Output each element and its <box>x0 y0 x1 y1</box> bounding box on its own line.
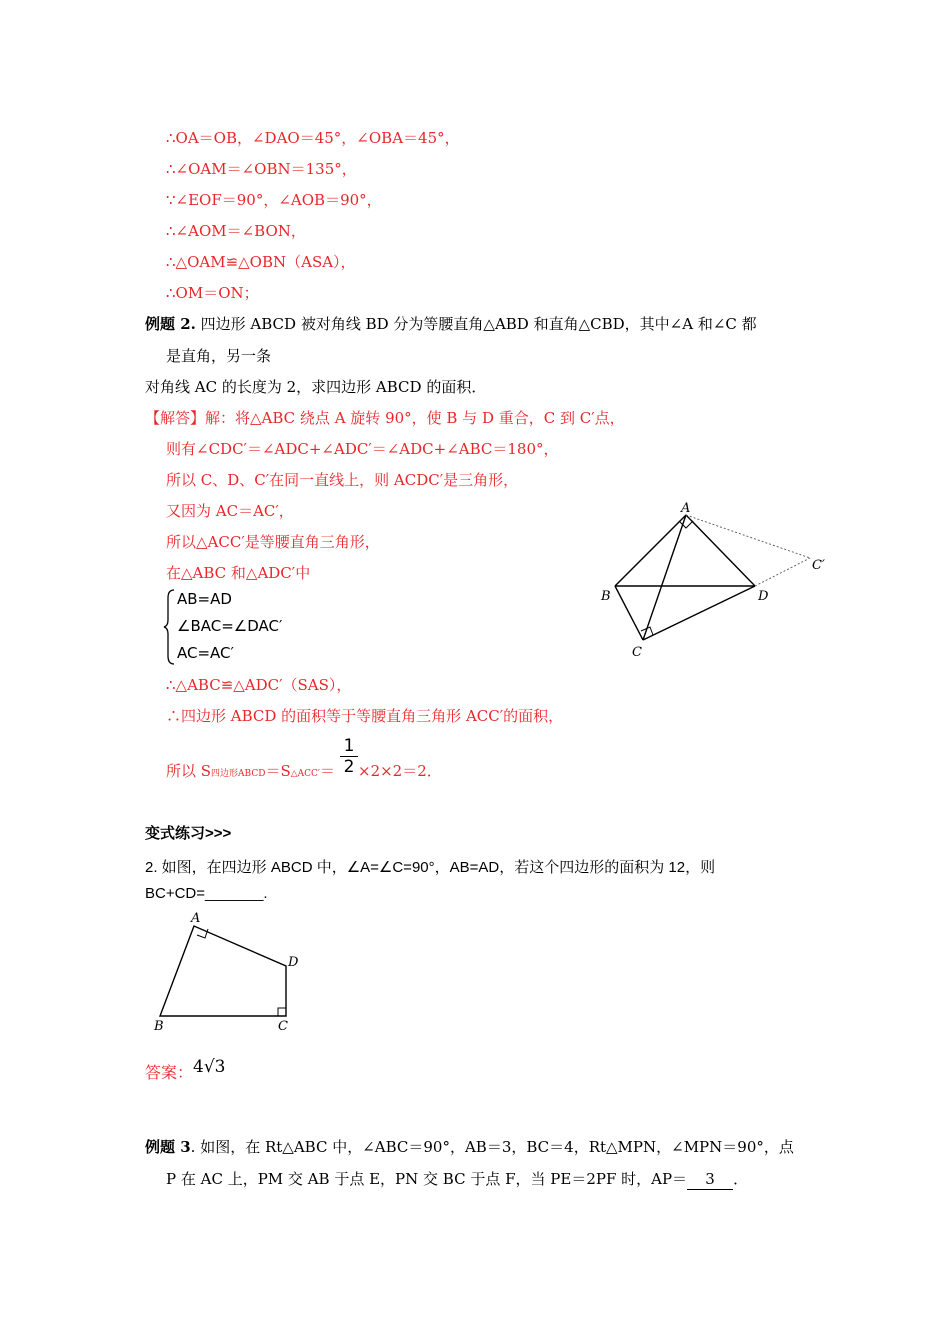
fraction-one-half <box>340 737 358 776</box>
answer-line <box>145 1057 226 1083</box>
fig1-label-a: A <box>681 501 691 516</box>
area-sub-2: △ACC′ <box>290 769 320 779</box>
fig1-label-d: D <box>758 589 769 604</box>
solution-step-4: 又因为 AC＝AC′， <box>166 502 294 520</box>
variant-heading: 变式练习>>> <box>145 825 232 842</box>
fraction-numerator: 1 <box>343 736 355 756</box>
fig1-label-b: B <box>601 589 611 604</box>
solution-line-1 <box>145 408 625 428</box>
fig1-label-c-prime: C′ <box>812 558 825 573</box>
answer-label: 答案： <box>145 1063 194 1082</box>
solution-step-9 <box>166 761 335 784</box>
proof-line-4: ∴∠AOM＝∠BON， <box>166 222 306 240</box>
figure-quadrilateral-rotation <box>595 500 835 662</box>
example-3-line-2 <box>166 1169 748 1190</box>
area-result: ×2×2＝2． <box>358 762 442 780</box>
fig2-label-c: C <box>278 1019 288 1034</box>
area-eq: ＝ <box>319 762 335 780</box>
example-3-text-2: P 在 AC 上，PM 交 AB 于点 E，PN 交 BC 于点 F，当 PE＝2PF 时，AP＝ <box>166 1170 688 1188</box>
system-eq-3: AC=AC′ <box>177 644 234 662</box>
left-brace-icon <box>163 588 177 666</box>
solution-step-1: 解：将△ABC 绕点 A 旋转 90°，使 B 与 D 重合，C 到 C′点， <box>205 409 625 427</box>
example-3-line-1 <box>145 1137 794 1157</box>
example-2-line-1 <box>145 314 757 334</box>
proof-line-3: ∵∠EOF＝90°，∠AOB＝90°， <box>166 191 382 209</box>
answer-value: 4√3 <box>193 1057 226 1077</box>
proof-line-2: ∴∠OAM＝∠OBN＝135°， <box>166 160 357 178</box>
proof-line-5: ∴△OAM≌△OBN（ASA）， <box>166 253 356 271</box>
variant-question-2-line-1: 2. 如图，在四边形 ABCD 中，∠A=∠C=90°，AB=AD，若这个四边形的面积为 12，则 <box>145 859 716 876</box>
example-3-text-end: ． <box>733 1170 749 1188</box>
system-eq-2: ∠BAC=∠DAC′ <box>177 617 283 635</box>
solution-step-6: 在△ABC 和△ADC′中 <box>166 564 311 582</box>
fig2-label-a: A <box>191 911 201 926</box>
example-2-line-2: 是直角，另一条 <box>166 347 272 365</box>
example-2-label: 例题 2. <box>145 315 196 333</box>
example-2-line-3: 对角线 AC 的长度为 2，求四边形 ABCD 的面积． <box>145 378 487 396</box>
area-s-pre: 所以 S <box>166 762 212 780</box>
area-sub-1: 四边形ABCD <box>211 769 266 779</box>
example-2-text-1: 四边形 ABCD 被对角线 BD 分为等腰直角△ABD 和直角△CBD，其中∠A 和∠C 都 <box>195 315 757 333</box>
proof-line-1: ∴OA＝OB，∠DAO＝45°，∠OBA＝45°， <box>166 129 460 147</box>
example-3-label: 例题 3 <box>145 1138 191 1156</box>
fraction-denominator: 2 <box>343 757 355 777</box>
solution-step-8: ∴四边形 ABCD 的面积等于等腰直角三角形 ACC′的面积， <box>166 707 564 725</box>
variant-question-2-line-2: BC+CD=_______. <box>145 885 268 902</box>
example-3-text-1: . 如图，在 Rt△ABC 中，∠ABC＝90°，AB＝3，BC＝4，Rt△MPN，∠MPN＝90°，点 <box>190 1138 794 1156</box>
solution-step-2: 则有∠CDC′＝∠ADC+∠ADC′＝∠ADC+∠ABC＝180°， <box>166 440 559 458</box>
figure-quadrilateral <box>148 908 308 1036</box>
area-s-mid: ＝S <box>265 762 291 780</box>
solution-step-3: 所以 C、D、C′在同一直线上，则 ACDC′是三角形， <box>166 471 519 489</box>
proof-line-6: ∴OM＝ON； <box>166 284 259 302</box>
fig2-label-b: B <box>154 1019 164 1034</box>
fig1-label-c: C <box>632 645 642 660</box>
solution-step-7: ∴△ABC≌△ADC′（SAS）， <box>166 676 352 694</box>
fig2-label-d: D <box>288 955 299 970</box>
example-3-answer-blank: 3 <box>687 1169 733 1190</box>
solution-step-5: 所以△ACC′是等腰直角三角形， <box>166 533 380 551</box>
system-eq-1: AB=AD <box>177 590 232 608</box>
equation-system <box>163 588 323 666</box>
solution-tag: 【解答】 <box>145 409 206 427</box>
